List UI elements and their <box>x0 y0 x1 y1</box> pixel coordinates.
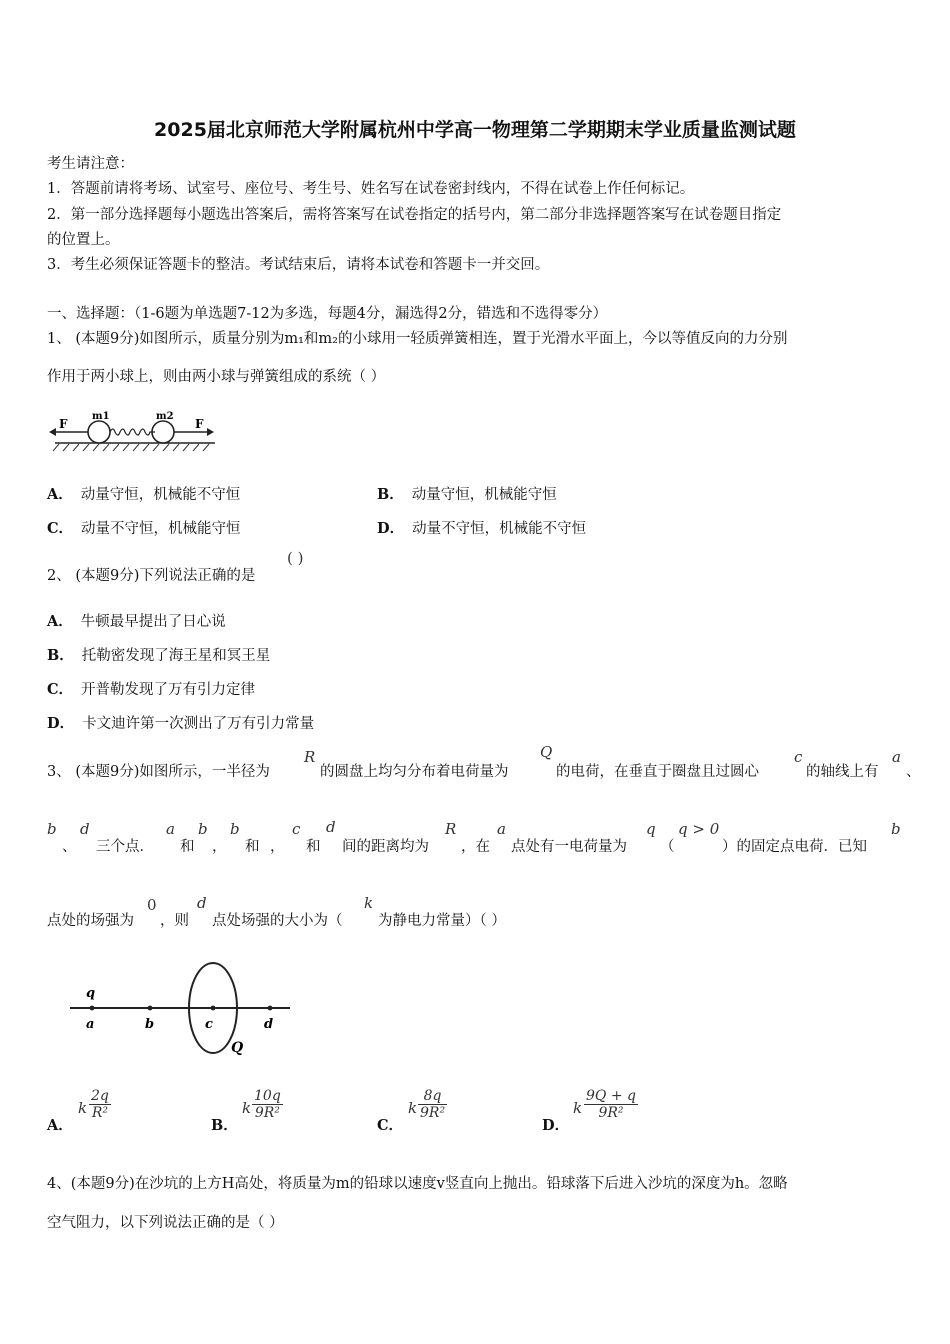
point-d <box>268 1006 273 1011</box>
ball-m2 <box>152 421 174 443</box>
q1-stem-line-1: 1、 (本题9分)如图所示，质量分别为m₁和m₂的小球用一轻质弹簧相连，置于光滑水平面上，今以等值反向的力分别 <box>47 331 788 347</box>
q3-l3-zero: 0 <box>147 896 157 914</box>
notice-line-4: 3．考生必须保证答题卡的整洁。考试结束后，请将本试卷和答题卡一并交回。 <box>47 257 550 273</box>
point-b <box>148 1006 153 1011</box>
q3-l2-b2: b <box>198 820 208 838</box>
q1-option-d[interactable]: D． 动量不守恒，机械能不守恒 <box>377 520 587 537</box>
q3-option-b-letter[interactable]: B． <box>211 1117 238 1134</box>
q3-l2-R: R <box>445 820 457 838</box>
q3-l3-t4: 为静电力常量）（ ） <box>378 913 506 929</box>
q3-var-a: a <box>892 748 901 766</box>
notice-heading: 考生请注意： <box>47 156 134 172</box>
q3-stem-part-1: 3、 (本题9分)如图所示，一半径为 <box>47 764 270 780</box>
q3-l3-t1: 点处的场强为 <box>47 913 134 929</box>
q1-option-c[interactable]: C． 动量不守恒，机械能守恒 <box>47 520 241 537</box>
q2-stem: 2、 (本题9分)下列说法正确的是 <box>47 568 256 584</box>
q2-option-a[interactable]: A． 牛顿最早提出了日心说 <box>47 613 226 630</box>
label-a: a <box>86 1017 95 1032</box>
point-a <box>90 1006 95 1011</box>
q3-l2-d2: d <box>326 818 336 836</box>
label-c: c <box>205 1017 213 1032</box>
q3-l2-t12: ）的固定点电荷．已知 <box>722 839 867 855</box>
q2-option-c[interactable]: C． 开普勒发现了万有引力定律 <box>47 681 256 698</box>
q3-var-R: R <box>304 748 316 766</box>
notice-line-1: 1．答题前请将考场、试室号、座位号、考生号、姓名写在试卷密封线内，不得在试卷上作任何标记。 <box>47 181 695 197</box>
q3-option-c-k: k <box>408 1099 418 1117</box>
q2-answer-paren: ( ) <box>287 549 304 567</box>
m1-label: m1 <box>92 411 110 422</box>
q3-l2-c2: c <box>292 820 301 838</box>
q3-option-c-fraction[interactable]: $\frac{8q}{\text{9R²}}$ <box>420 1088 446 1121</box>
q3-l2-t11: （ <box>660 839 675 855</box>
q3-l2-q: q <box>646 820 656 838</box>
q3-option-c-letter[interactable]: C． <box>377 1117 404 1134</box>
q3-l3-t2: ，则 <box>160 913 189 929</box>
notice-line-2: 2．第一部分选择题每小题选出答案后，需将答案写在试卷指定的括号内，第二部分非选择题答案写在试卷题目指定 <box>47 207 782 223</box>
q3-l2-a3: a <box>497 820 506 838</box>
ball-m1 <box>88 421 110 443</box>
q3-l2-d: d <box>80 820 90 838</box>
label-b: b <box>145 1017 155 1032</box>
q3-l3-d: d <box>197 894 207 912</box>
q3-l2-t2: 三个点． <box>96 839 154 855</box>
q3-option-d-k: k <box>573 1099 583 1117</box>
q3-stem-part-4: 的轴线上有 <box>806 764 879 780</box>
q3-option-d-fraction[interactable]: $\frac{9Q + q}{\text{9R²}}$ <box>586 1088 636 1121</box>
q3-option-a-fraction[interactable]: $\frac{2q}{\text{R²}}$ <box>91 1088 109 1121</box>
q3-l2-t10: 点处有一电荷量为 <box>511 839 627 855</box>
label-q: q <box>86 986 96 1001</box>
q4-stem-line-2: 空气阻力，以下列说法正确的是（ ） <box>47 1215 284 1231</box>
q3-l3-t3: 点处场强的大小为（ <box>212 913 343 929</box>
section-heading: 一、选择题：（1-6题为单选题7-12为多选，每题4分，漏选得2分，错选和不选得零分） <box>47 306 608 322</box>
m2-label: m2 <box>156 411 174 422</box>
q3-l2-cond: q > 0 <box>678 820 720 838</box>
q3-option-b-k: k <box>242 1099 252 1117</box>
q2-option-d[interactable]: D． 卡文迪许第一次测出了万有引力常量 <box>47 715 315 732</box>
spring <box>110 429 155 435</box>
q1-spring-figure <box>47 408 222 452</box>
q3-var-Q: Q <box>540 743 553 761</box>
q3-l2-t1: 、 <box>62 839 77 855</box>
q1-stem-line-2: 作用于两小球上，则由两小球与弹簧组成的系统（ ） <box>47 369 386 385</box>
label-d: d <box>264 1017 274 1032</box>
force-right-label: F <box>195 417 204 431</box>
q3-option-a-k: k <box>78 1099 88 1117</box>
q3-stem-part-2: 的圆盘上均匀分布着电荷量为 <box>320 764 509 780</box>
q3-stem-part-3: 的电荷，在垂直于圈盘且过圆心 <box>556 764 759 780</box>
notice-line-3: 的位置上。 <box>47 232 120 248</box>
q3-l2-t5: 和 <box>245 839 260 855</box>
point-c <box>211 1006 216 1011</box>
q3-var-c: c <box>794 748 803 766</box>
q3-stem-part-5: 、 <box>906 764 921 780</box>
page-title: 2025届北京师范大学附属杭州中学高一物理第二学期期末学业质量监测试题 <box>154 119 796 141</box>
q4-stem-line-1: 4、(本题9分)在沙坑的上方H高处，将质量为m的铅球以速度v竖直向上抛出。铅球落下后进入沙坑的深度为h。忽略 <box>47 1176 788 1192</box>
q3-l2-t9: ，在 <box>461 839 490 855</box>
q3-l2-t3: 和 <box>180 839 195 855</box>
q1-option-b[interactable]: B． 动量守恒，机械能守恒 <box>377 486 557 503</box>
q3-l2-t4: ， <box>212 839 227 855</box>
q3-option-b-fraction[interactable]: $\frac{10q}{\text{9R²}}$ <box>254 1088 281 1121</box>
q3-option-d-letter[interactable]: D． <box>542 1117 570 1134</box>
q3-l2-b4: b <box>891 820 901 838</box>
force-left-label: F <box>59 417 68 431</box>
label-Q: Q <box>231 1040 244 1056</box>
q3-option-a-letter[interactable]: A． <box>47 1117 73 1134</box>
q2-option-b[interactable]: B． 托勒密发现了海王星和冥王星 <box>47 647 271 664</box>
q3-l2-t8: 间的距离均为 <box>342 839 429 855</box>
q3-l2-b: b <box>47 820 57 838</box>
q3-disk-figure <box>68 960 298 1065</box>
q3-l3-k: k <box>364 894 374 912</box>
q3-l2-b3: b <box>230 820 240 838</box>
q1-option-a[interactable]: A． 动量守恒，机械能不守恒 <box>47 486 241 503</box>
q3-l2-t7: 和 <box>306 839 321 855</box>
q3-l2-t6: ， <box>270 839 285 855</box>
q3-l2-a2: a <box>166 820 175 838</box>
